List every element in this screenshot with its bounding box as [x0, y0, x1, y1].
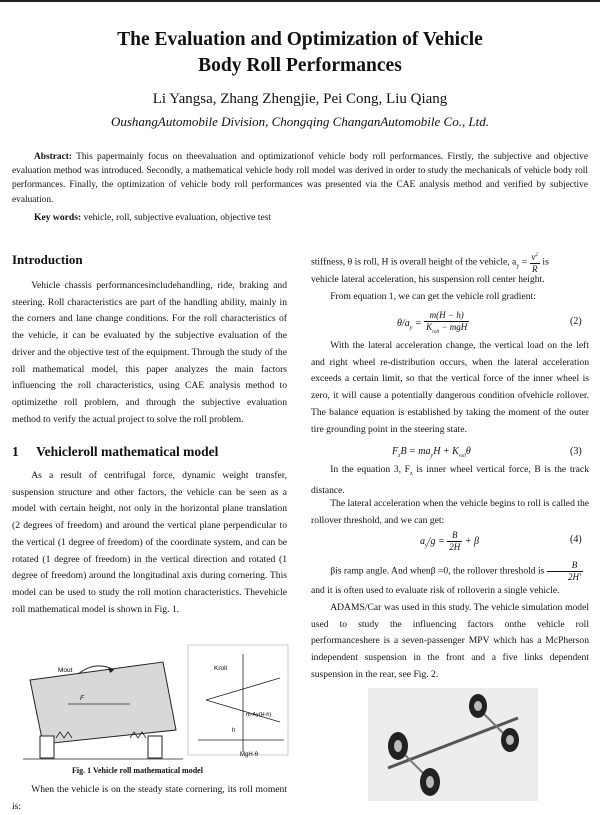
equation-2: $\theta/a_y$ = $\frac{m(H - h)}{K_{roll} - mgH}$ [397, 310, 468, 335]
kroll-label: Kroll [214, 665, 228, 672]
introduction-heading: Introduction [12, 252, 83, 267]
authors: Li Yangsa, Zhang Zhengjie, Pei Cong, Liu Qiang [152, 91, 448, 107]
section1-paragraph: As a result of centrifugal force, dynamic weight transfer, suspension structure and other factors, the vehicle can be seen as a model with certain height, not only in the horizontal plane translation (2 degrees of freedom) and around the vertical plane perpendicular to the vertical (1 degree of freedom) of the coordinate system, and can be rotated (1 degree of freedom) in the vertical direction and rotated (1 degree of freedom) around the longitudinal axis during cornering. This model can be used to study the roll motion characteristics. Thevehicle roll mathematical model is shown in Fig. 1. [12, 470, 287, 615]
paper-title-line2: Body Roll Performances [198, 55, 402, 76]
equation-3: $F_zB = ma_yH + K_{roll}\theta$ [392, 446, 471, 459]
keywords-text: vehicle, roll, subjective evaluation, objective test [81, 212, 272, 223]
section1-title: Vehicleroll mathematical model [36, 444, 219, 459]
paper-title-line1: The Evaluation and Optimization of Vehicle [117, 29, 483, 50]
fig1-caption: Fig. 1 Vehicle roll mathematical model [72, 766, 203, 775]
lateral-moment-label: m·Ay(H-h) [246, 712, 272, 718]
lateral-accel-paragraph: vehicle lateral acceleration, his suspension roll center height. [311, 274, 545, 285]
fig2-chassis-model-image [368, 688, 538, 801]
top-rule [0, 0, 600, 2]
evaluate-paragraph: and it is often used to evaluate risk of rolloverin a single vehicle. [311, 585, 560, 596]
equation-4-number: (4) [570, 534, 582, 545]
abstract [12, 150, 588, 207]
abstract-text: This papermainly focus on theevaluation and optimizationof vehicle body roll performances. Firstly, the subjective and objective evaluation method was introduced. Secondly, a mathematical vehicle body roll model was derived in order to study the mechanicals of vehicle body roll performances. Finally, the optimization of vehicle body roll performances was presented via the CAE analysis method and verified by subjective evaluation. [12, 152, 588, 205]
section1-number: 1 [12, 444, 19, 459]
gravity-moment-label: MgH·θ [240, 752, 259, 758]
section1-heading [12, 444, 218, 460]
h-label: h [232, 728, 236, 734]
affiliation: OushangAutomobile Division, Chongqing ChanganAutomobile Co., Ltd. [110, 114, 490, 129]
keywords [34, 212, 271, 223]
roll-axis-sketch [188, 645, 288, 755]
beta-paragraph: βis ramp angle. And whenβ =0, the rollover threshold is $\frac{B}{2H'}$ [330, 560, 581, 582]
stiffness-paragraph: stiffness, θ is roll, H is overall height of the vehicle, $a_y$ = $\frac{v^2}{R}$ is [311, 252, 549, 274]
fig1-roll-model-diagram [18, 640, 290, 760]
lateral-paragraph: With the lateral acceleration change, the vertical load on the left and right wheel re-distribution occurs, when the lateral acceleration exceeds a certain limit, so that the vertical force of the inner wheel is zero, it will cause a potentially dangerous condition ofvehicle rollover. The balance equation is established by taking the moment of the outer tire grounding point in the steering state. [311, 340, 589, 435]
threshold-paragraph: The lateral acceleration when the vehicle begins to roll is called the rollover threshold, and we can get: [311, 498, 589, 526]
vehicle-body-tilted [30, 662, 176, 744]
equation-3-number: (3) [570, 446, 582, 457]
adams-paragraph: ADAMS/Car was used in this study. The vehicle simulation model used to study the influencing factors onthe vehicle roll performanceshere is a seven-passenger MPV which has a McPherson independent suspension in the front and a five links dependent suspension in the rear, see Fig. 2. [311, 602, 589, 680]
abstract-label: Abstract: [34, 152, 73, 162]
moment-label: Mout [58, 667, 73, 674]
equation-2-number: (2) [570, 316, 582, 327]
eq-intro-paragraph: From equation 1, we can get the vehicle roll gradient: [330, 291, 536, 302]
right-wheel [148, 736, 162, 758]
left-wheel [40, 736, 54, 758]
force-label: F [80, 695, 84, 702]
eq3-explanation: In the equation 3, $F_z$ is inner wheel vertical force, B is the track distance. [311, 464, 589, 496]
introduction-paragraph: Vehicle chassis performancesincludehandling, ride, braking and steering. Roll characteristics are part of the handling ability, mainly in the corners and lane change conditions. For the roll characteristics of the vehicle, it can be evaluated by the subjective evaluation of the driver and the objective test of the equipment. Through the study of the roll mathematical model, this paper analyzes the main factors influencing the roll characteristics, using CAE analysis method to optimizethe roll problem, and through the subjective evaluation method to verify the actual project to solve the roll problem. [12, 280, 287, 425]
equation-4: $a_y/g$ = $\frac{B}{2H}$ + β [420, 530, 479, 552]
keywords-label: Key words: [34, 212, 82, 223]
left-bottom-paragraph: When the vehicle is on the steady state cornering, its roll moment is: [12, 784, 287, 812]
